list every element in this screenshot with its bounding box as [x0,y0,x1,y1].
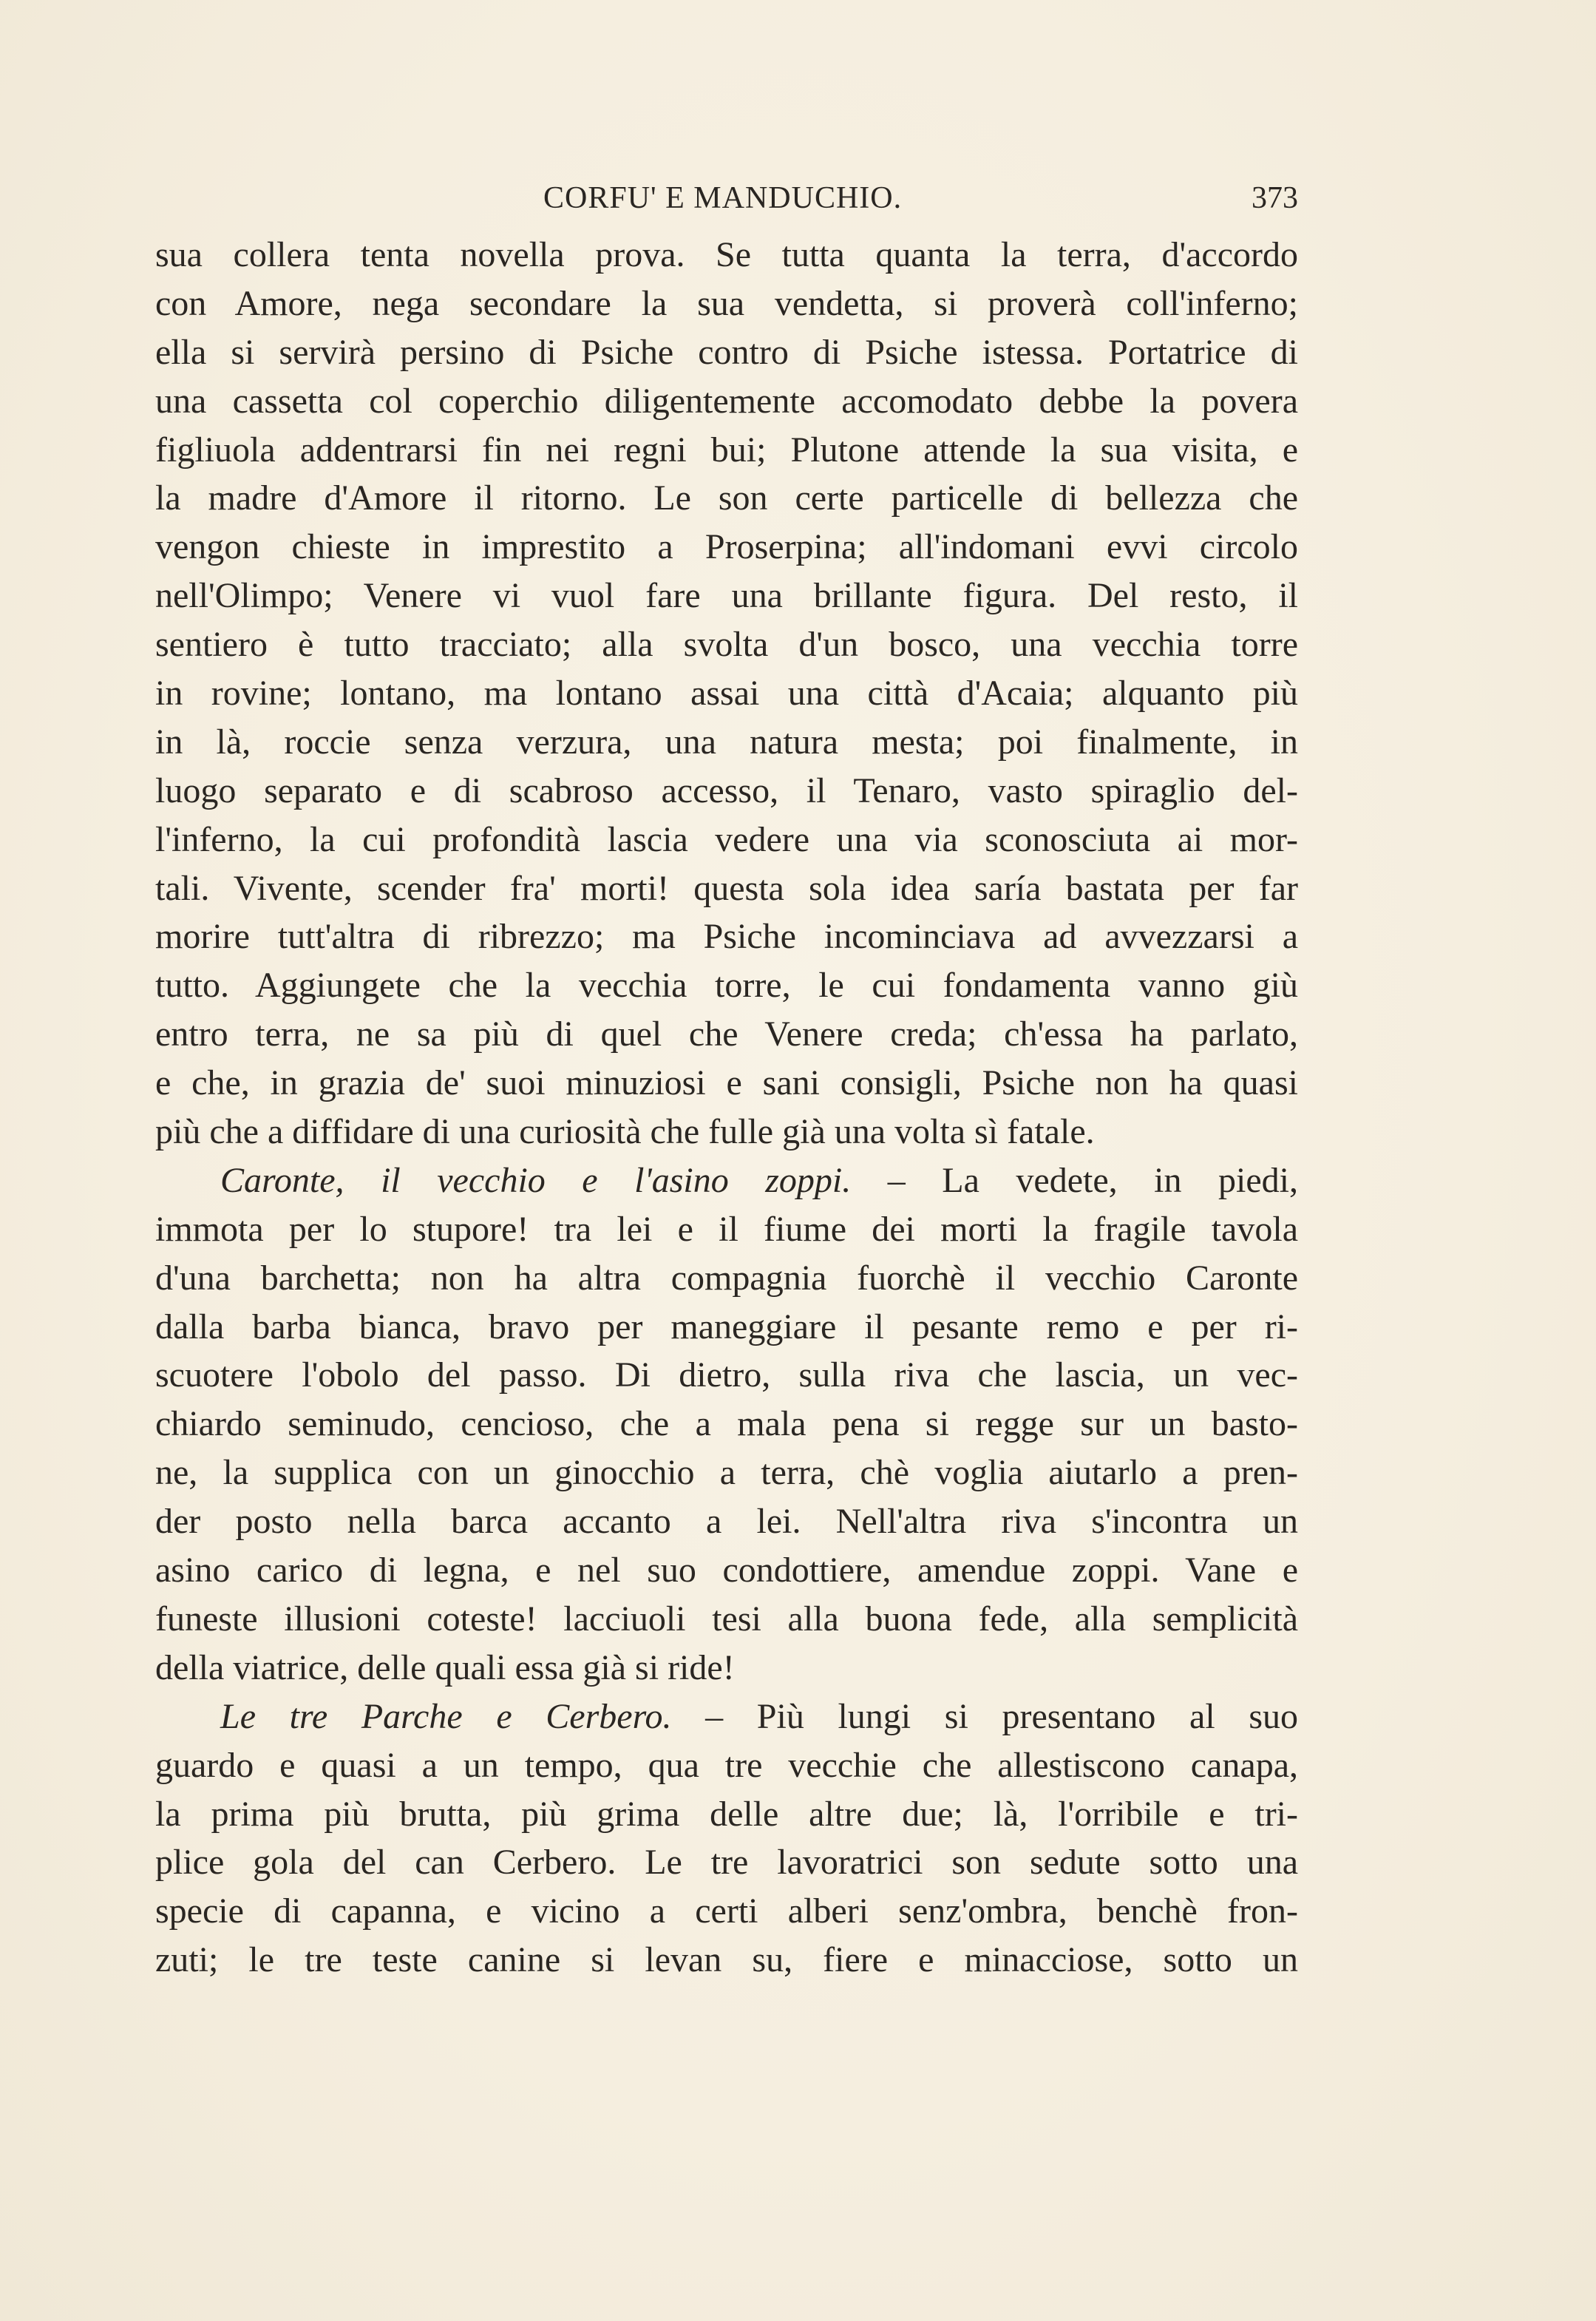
text-line: ella si servirà persino di Psiche contro di Psiche istessa. Portatrice di [155,332,1298,372]
text-line: la madre d'Amore il ritorno. Le son certe particelle di bellezza che [155,478,1298,518]
text-line: scuotere l'obolo del passo. Di dietro, sulla riva che lascia, un vec- [155,1355,1298,1395]
text-line: zuti; le tre teste canine si levan su, fiere e minacciose, sotto un [155,1940,1298,1980]
text-line: tali. Vivente, scender fra' morti! questa sola idea saría bastata per far [155,868,1298,908]
text-line: tutto. Aggiungete che la vecchia torre, le cui fondamenta vanno giù [155,966,1298,1006]
text-line: la prima più brutta, più grima delle altre due; là, l'orribile e tri- [155,1794,1298,1834]
text-line: luogo separato e di scabroso accesso, il Tenaro, vasto spiraglio del- [155,770,1298,810]
page-number: 373 [1252,181,1298,215]
text-line: della viatrice, delle quali essa già si ride! [155,1647,735,1687]
section-first-line [155,1693,1298,1741]
body-text [155,231,1298,1985]
text-line: specie di capanna, e vicino a certi alberi senz'ombra, benchè fron- [155,1891,1298,1931]
text-line: sua collera tenta novella prova. Se tutta quanta la terra, d'accordo [155,235,1298,274]
text-line: morire tutt'altra di ribrezzo; ma Psiche incominciava ad avvezzarsi a [155,917,1298,957]
paragraph-1 [155,231,1298,1156]
text-line: nell'Olimpo; Venere vi vuol fare una brillante figura. Del resto, il [155,576,1298,616]
section-first-line [155,1156,1298,1205]
text-line: immota per lo stupore! tra lei e il fiume dei morti la fragile tavola [155,1209,1298,1249]
text-line: entro terra, ne sa più di quel che Venere creda; ch'essa ha parlato, [155,1014,1298,1054]
text-line: figliuola addentrarsi fin nei regni bui; Plutone attende la sua visita, e [155,430,1298,470]
text-line: asino carico di legna, e nel suo condottiere, amendue zoppi. Vane e [155,1551,1298,1590]
text-line: dalla barba bianca, bravo per maneggiare il pesante remo e per ri- [155,1307,1298,1346]
text-line: plice gola del can Cerbero. Le tre lavoratrici son sedute sotto una [155,1843,1298,1883]
text-line: più che a diffidare di una curiosità che fulle già una volta sì fatale. [155,1112,1095,1152]
section-title-caronte: Caronte, il vecchio e l'asino zoppi. [220,1160,852,1200]
text-line: d'una barchetta; non ha altra compagnia fuorchè il vecchio Caronte [155,1258,1298,1298]
text-line: ne, la supplica con un ginocchio a terra, chè voglia aiutarlo a pren- [155,1453,1298,1493]
text-line: con Amore, nega secondare la sua vendetta, si proverà coll'inferno; [155,283,1298,323]
text-line: una cassetta col coperchio diligentemente accomodato debbe la povera [155,381,1298,421]
text-line: in rovine; lontano, ma lontano assai una città d'Acaia; alquanto più [155,674,1298,714]
section-title-parche: Le tre Parche e Cerbero. [220,1696,672,1736]
text-line: der posto nella barca accanto a lei. Nell'altra riva s'incontra un [155,1502,1298,1542]
section-first-line-text: – Più lungi si presentano al suo [705,1696,1299,1736]
text-line: chiardo seminudo, cencioso, che a mala pena si regge sur un basto- [155,1404,1298,1444]
paragraph-parche [155,1693,1298,1985]
paragraph-caronte [155,1156,1298,1693]
running-head [155,176,1298,220]
text-line: funeste illusioni coteste! lacciuoli tesi alla buona fede, alla semplicità [155,1599,1298,1639]
text-line: vengon chieste in imprestito a Proserpina; all'indomani evvi circolo [155,527,1298,567]
section-first-line-text: – La vedete, in piedi, [887,1160,1299,1200]
text-line: e che, in grazia de' suoi minuziosi e sani consigli, Psiche non ha quasi [155,1063,1298,1103]
text-line: guardo e quasi a un tempo, qua tre vecchie che allestiscono canapa, [155,1745,1298,1785]
text-line: l'inferno, la cui profondità lascia vedere una via sconosciuta ai mor- [155,819,1298,859]
running-title: CORFU' E MANDUCHIO. [543,181,903,215]
text-line: sentiero è tutto tracciato; alla svolta d'un bosco, una vecchia torre [155,625,1298,665]
text-line: in là, roccie senza verzura, una natura mesta; poi finalmente, in [155,722,1298,762]
